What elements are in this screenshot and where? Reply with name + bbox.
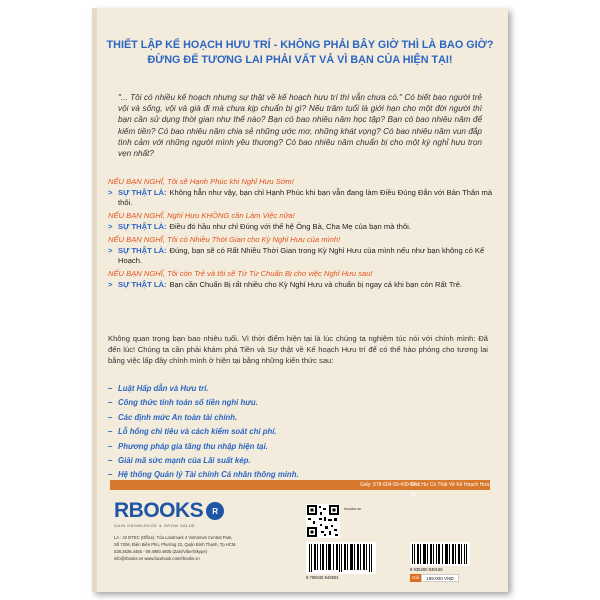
myth-line: NẾU BẠN NGHĨ, Nghỉ Hưu KHÔNG cần Làm Việc nữa! [108, 211, 295, 220]
header-line-2: ĐỪNG ĐỂ TƯƠNG LAI PHẢI VẤT VẢ VÌ BẠN CỦA HIỆN TẠI! [147, 54, 453, 66]
isbn-number: 9 786045 943601 [306, 575, 339, 580]
myth-line: NẾU BẠN NGHĨ, Tôi còn Trẻ và tôi sẽ Từ Từ Chuẩn Bị cho việc Nghỉ Hưu sau! [108, 269, 373, 278]
logo-tagline: GAIN KNOWLEDGE & GROW VALUE [114, 524, 196, 528]
truth-text: Điều đó hầu như chỉ Đúng với thế hệ Ông Bà, Cha Mẹ của bạn mà thôi. [169, 222, 411, 231]
list-item: – Giải mã sức mạnh của Lãi suất kép. [108, 454, 378, 468]
truth-line [108, 246, 494, 266]
knowledge-list [108, 382, 378, 483]
publisher-logo [114, 500, 224, 522]
arrow-icon: > [108, 280, 113, 289]
list-item: – Luật Hấp dẫn và Hưu trí. [108, 382, 378, 396]
myth-line: NẾU BẠN NGHĨ, Tôi sẽ Hạnh Phúc khi Nghỉ Hưu Sớm! [108, 177, 294, 186]
contact-line: LA : 42 ĐTEC (Office), Tòa Landmark 4 Vinhomes Central Park, [114, 535, 233, 540]
contact-line: info@rbooks.vn www.facebook.com/rbooks.vn [114, 556, 200, 561]
contact-line: 028.3636.4465 - 09.4980.4805 (Zalo/Viber/Skype) [114, 549, 208, 554]
truth-line [108, 280, 494, 290]
list-item: – Phương pháp gia tăng thu nhập hiện tại. [108, 440, 378, 454]
strip-right-text: Tên: Hư Có Thật Về Kế Hoạch Hưu Trí [410, 482, 490, 498]
intro-paragraph: Không quan trọng bạn bao nhiêu tuổi. Vì thời điểm hiện tại là lúc chúng ta nghiệm túc nói với chính mình: Đã đến lúc! Chúng ta cần phải khám phá Tiền và Sự thật về Kế hoạch Hưu trí để có thể hào phóng cho tương lai bằng việc lấp đầy chính mình ở hiện tại bằng những kiến thức sau: [108, 334, 488, 365]
truth-text: Đúng, bạn sẽ có Rất Nhiều Thời Gian trong Kỳ Nghỉ Hưu của mình nếu như bạn không có Kế Hoạch. [118, 246, 485, 265]
website-text: rbooks.vn [344, 506, 362, 511]
contact-line: Số 72/M, Điện Biên Phủ, Phường 22, Quận Bình Thạnh, Tp.HCM. [114, 542, 237, 547]
info-strip [110, 480, 490, 498]
truth-text: Không hẳn như vậy, bạn chỉ Hạnh Phúc khi bạn vẫn đang làm Điều Đúng Đắn với Bản Thân mà thôi. [118, 188, 493, 207]
truth-line [108, 188, 494, 208]
bullet-dash-icon: – [108, 427, 113, 437]
myth-line: NẾU BẠN NGHĨ, Tôi có Nhiều Thời Gian cho Kỳ Nghỉ Hưu của mình! [108, 235, 341, 244]
publisher-footer [110, 480, 490, 584]
logo-wordmark: RBOOKS [114, 499, 204, 522]
book-back-cover [92, 8, 508, 592]
bullet-dash-icon: – [108, 398, 113, 408]
bullet-dash-icon: – [108, 384, 113, 393]
price-value: 199.000 VNĐ [421, 574, 459, 582]
truth-label: SỰ THẬT LÀ: [118, 222, 167, 231]
cover-header [92, 38, 508, 68]
truth-label: SỰ THẬT LÀ: [118, 246, 167, 255]
cover-spine-edge [92, 8, 97, 592]
bullet-dash-icon: – [108, 456, 113, 466]
myth-truth-list [108, 174, 494, 290]
arrow-icon: > [108, 222, 113, 231]
list-item: – Hệ thống Quản lý Tài chính Cá nhân thông minh. [108, 468, 378, 482]
truth-label: SỰ THẬT LÀ: [118, 280, 167, 289]
truth-text: Bạn cần Chuẩn Bị rất nhiều cho Kỳ Nghỉ Hưu và chuẩn bị ngay cả khi bạn còn Rất Trẻ. [169, 280, 463, 289]
bullet-dash-icon: – [108, 470, 113, 480]
truth-label: SỰ THẬT LÀ: [118, 188, 167, 197]
contact-block [114, 534, 299, 562]
strip-left-text: Giấy: 978-604-59-430-60-1 [360, 482, 421, 488]
list-item: – Lỗ hổng chi tiêu và cách kiểm soát chi phí. [108, 425, 378, 439]
price-barcode-icon [410, 542, 470, 566]
intro-quote: "... Tôi có nhiều kế hoạch nhưng sự thật về kế hoạch hưu trí thì vẫn chưa có." Có biết bao người trẻ vội và sống, vội và già đi mà chưa kịp chuẩn bị gì? Nếu trăm tuổi là giới hạn cho một đời người thì bạn cần sử dụng thời gian như thế nào? Bạn có bao nhiêu năm học tập? Bạn có bao nhiêu năm để kiếm tiền? Có bao nhiêu năm chia sẻ những ước mơ, những khát vọng? Có bao nhiêu năm vun đắp tình cảm với những người mình yêu thương? Có bao nhiêu năm chuẩn bị cho một kỳ nghỉ hưu trọn vẹn nhất? [118, 93, 482, 159]
header-line-1: THIẾT LẬP KẾ HOẠCH HƯU TRÍ - KHÔNG PHẢI BÂY GIỜ THÌ LÀ BAO GIỜ? [106, 39, 494, 51]
arrow-icon: > [108, 246, 113, 255]
price-tag [410, 574, 459, 582]
list-item: – Công thức tính toán số tiền nghỉ hưu. [108, 396, 378, 410]
bullet-dash-icon: – [108, 412, 113, 422]
bullet-dash-icon: – [108, 441, 113, 451]
truth-line [108, 222, 494, 232]
logo-badge-icon: R [206, 502, 224, 520]
barcode-number: 8 935280 930166 [410, 567, 443, 572]
list-item: – Các định mức An toàn tài chính. [108, 411, 378, 425]
price-label: Giá [412, 575, 420, 580]
isbn-barcode-icon [306, 542, 376, 574]
qr-code-icon [306, 504, 340, 538]
arrow-icon: > [108, 188, 113, 197]
